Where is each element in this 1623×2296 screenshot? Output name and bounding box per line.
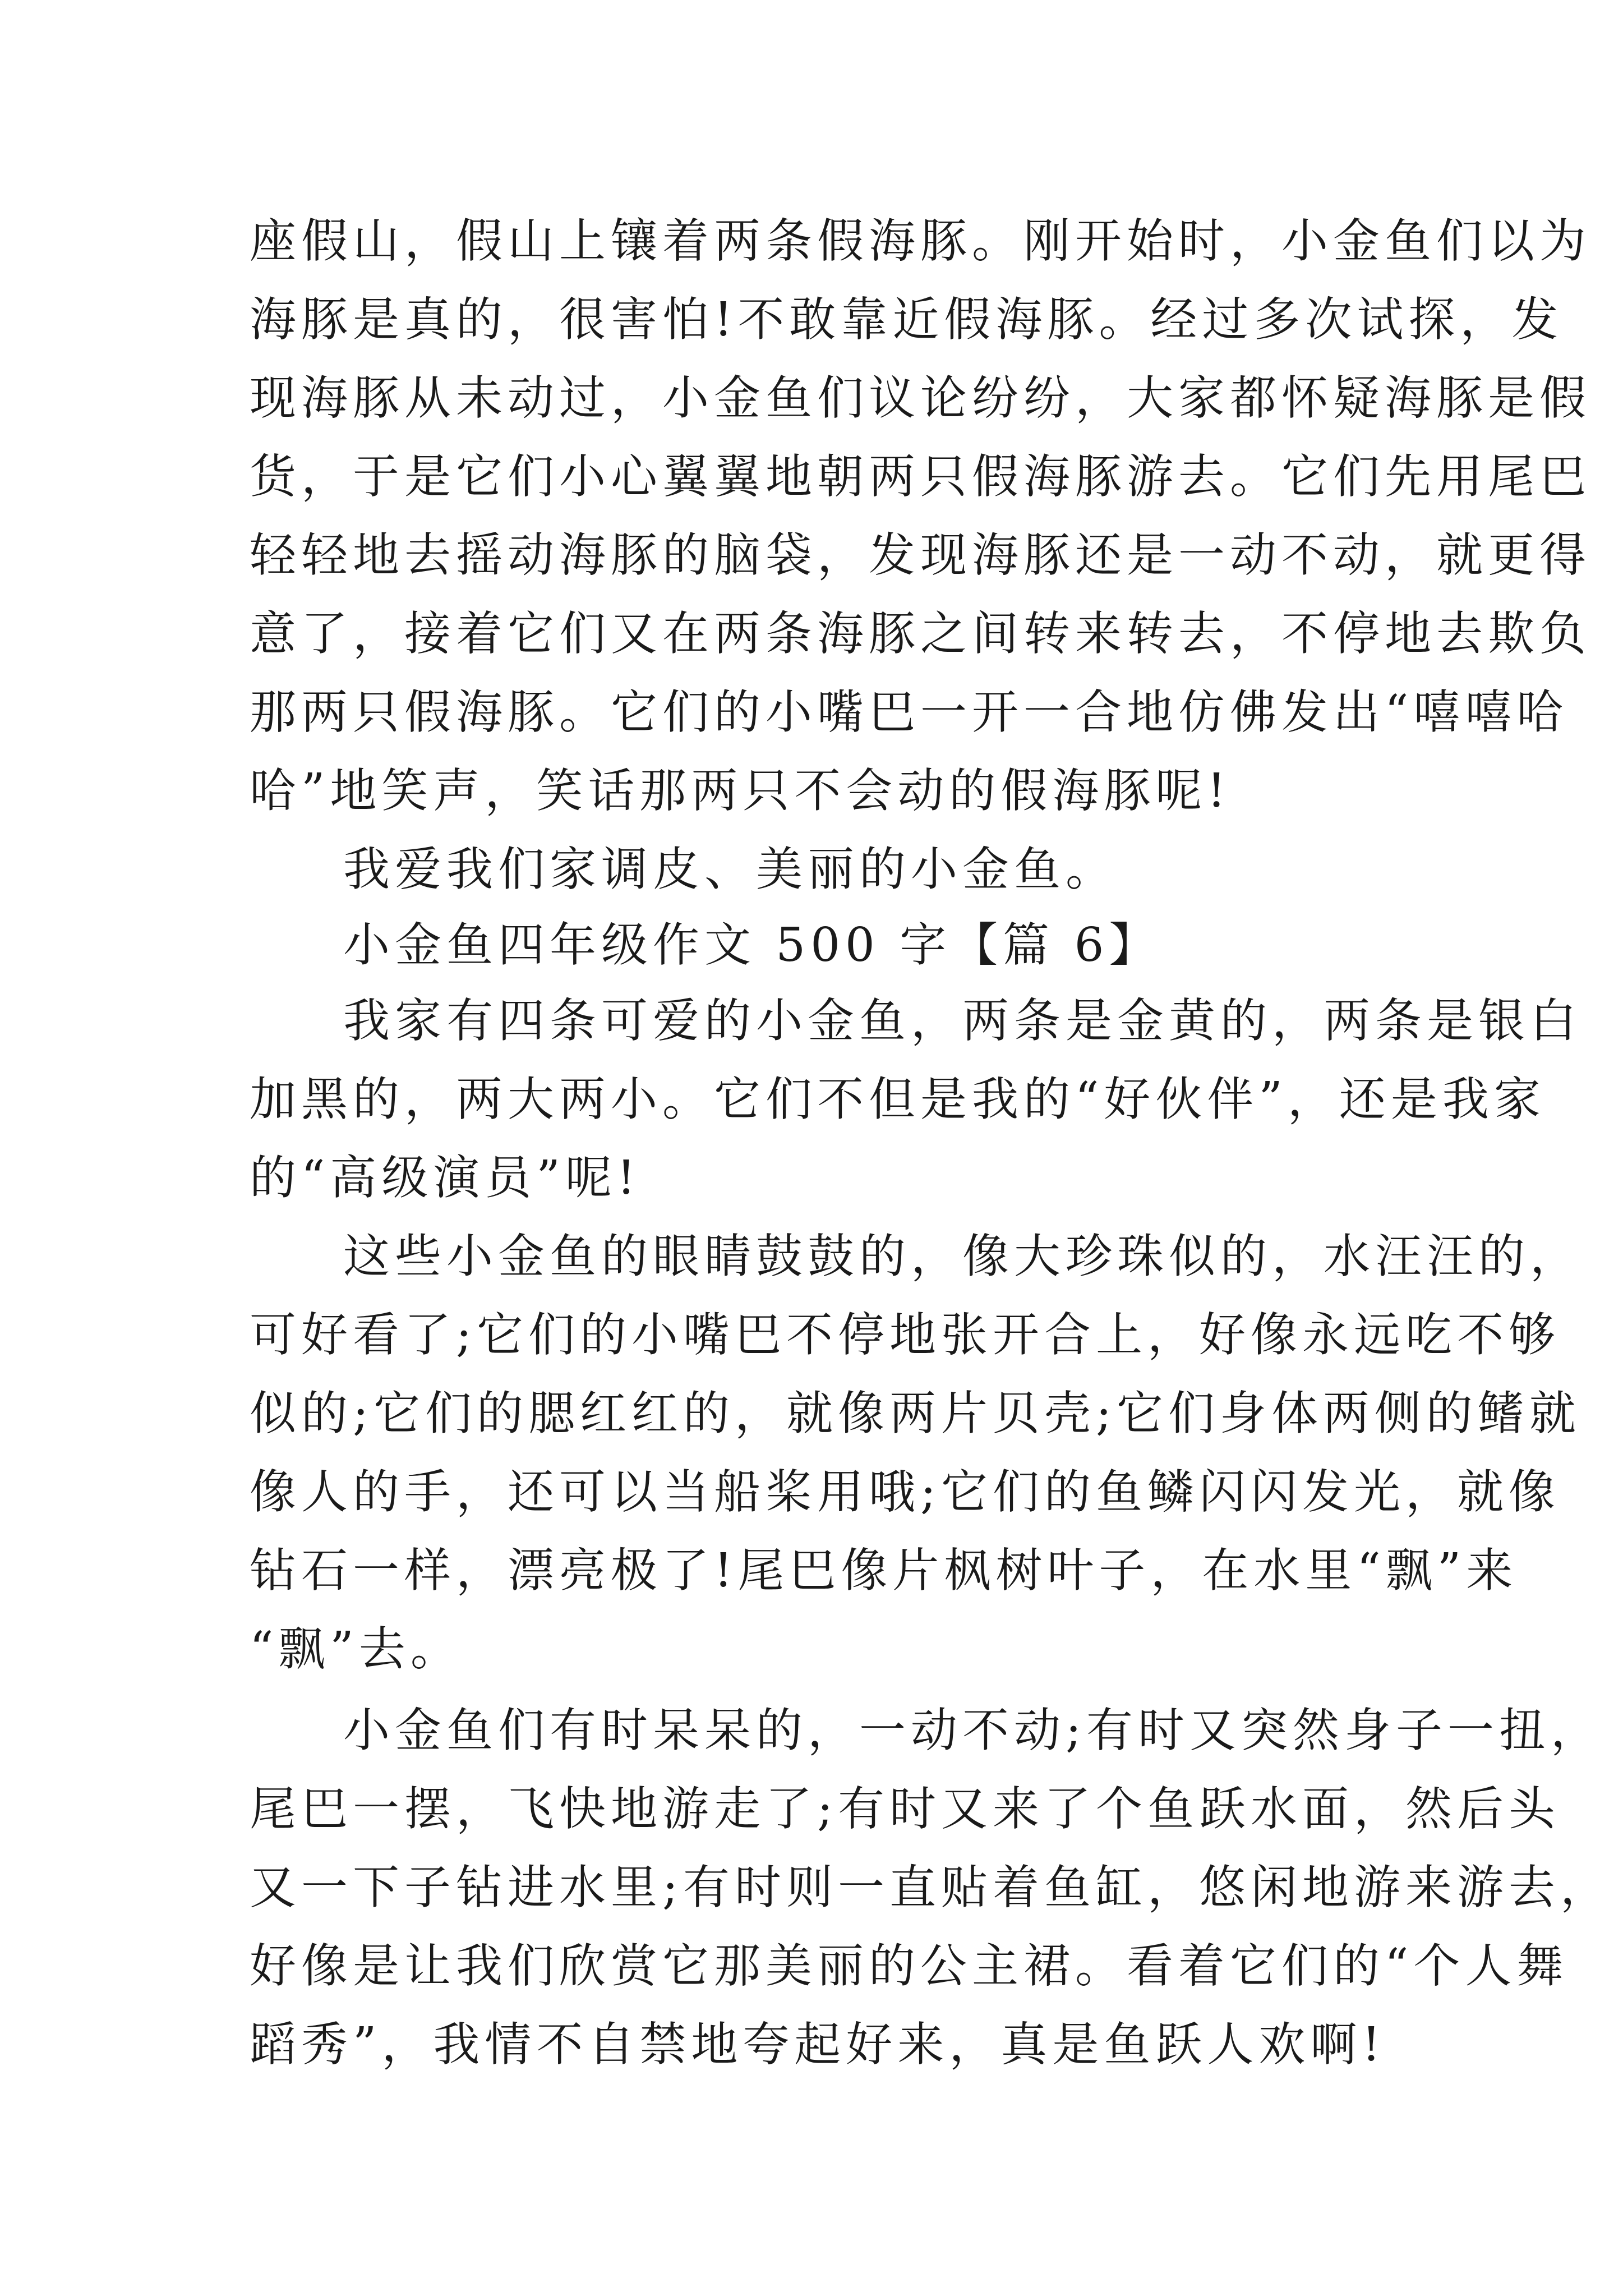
text-line: 又一下子钻进水里;有时则一直贴着鱼缸，悠闲地游来游去， — [250, 1860, 1612, 1915]
text-line: 我家有四条可爱的小金鱼，两条是金黄的，两条是银白 — [343, 993, 1581, 1048]
text-line: 可好看了;它们的小嘴巴不停地张开合上，好像永远吃不够 — [250, 1308, 1560, 1362]
text-line: 加黑的，两大两小。它们不但是我的“好伙伴”，还是我家 — [250, 1072, 1546, 1126]
text-line: 哈”地笑声，笑话那两只不会动的假海豚呢! — [250, 763, 1231, 818]
text-line: 我爱我们家调皮、美丽的小金鱼。 — [343, 842, 1117, 896]
section-heading: 小金鱼四年级作文 500 字【篇 6】 — [343, 918, 1161, 972]
text-line: 那两只假海豚。它们的小嘴巴一开一合地仿佛发出“嘻嘻哈 — [250, 685, 1569, 739]
text-line: 钻石一样，漂亮极了!尾巴像片枫树叶子，在水里“飘”来 — [250, 1543, 1518, 1598]
text-line: 小金鱼们有时呆呆的，一动不动;有时又突然身子一扭， — [343, 1703, 1602, 1757]
text-line: 海豚是真的，很害怕!不敢靠近假海豚。经过多次试探，发 — [250, 292, 1564, 347]
text-line: 现海豚从未动过，小金鱼们议论纷纷，大家都怀疑海豚是假 — [250, 371, 1591, 425]
text-line: 轻轻地去摇动海豚的脑袋，发现海豚还是一动不动，就更得 — [250, 528, 1591, 582]
text-line: 像人的手，还可以当船桨用哦;它们的鱼鳞闪闪发光，就像 — [250, 1465, 1560, 1519]
text-line: 座假山，假山上镶着两条假海豚。刚开始时，小金鱼们以为 — [250, 214, 1591, 268]
text-line: 意了，接着它们又在两条海豚之间转来转去，不停地去欺负 — [250, 606, 1591, 661]
text-line: “飘”去。 — [250, 1622, 462, 1676]
text-line: 尾巴一摆，飞快地游走了;有时又来了个鱼跃水面，然后头 — [250, 1782, 1560, 1836]
text-line: 好像是让我们欣赏它那美丽的公主裙。看着它们的“个人舞 — [250, 1939, 1569, 1993]
text-line: 这些小金鱼的眼睛鼓鼓的，像大珍珠似的，水汪汪的， — [343, 1229, 1581, 1283]
text-line: 似的;它们的腮红红的，就像两片贝壳;它们身体两侧的鳍就 — [250, 1386, 1581, 1441]
text-line: 的“高级演员”呢! — [250, 1151, 641, 1205]
text-line: 蹈秀”，我情不自禁地夸起好来，真是鱼跃人欢啊! — [250, 2017, 1386, 2072]
text-line: 货，于是它们小心翼翼地朝两只假海豚游去。它们先用尾巴 — [250, 449, 1591, 504]
